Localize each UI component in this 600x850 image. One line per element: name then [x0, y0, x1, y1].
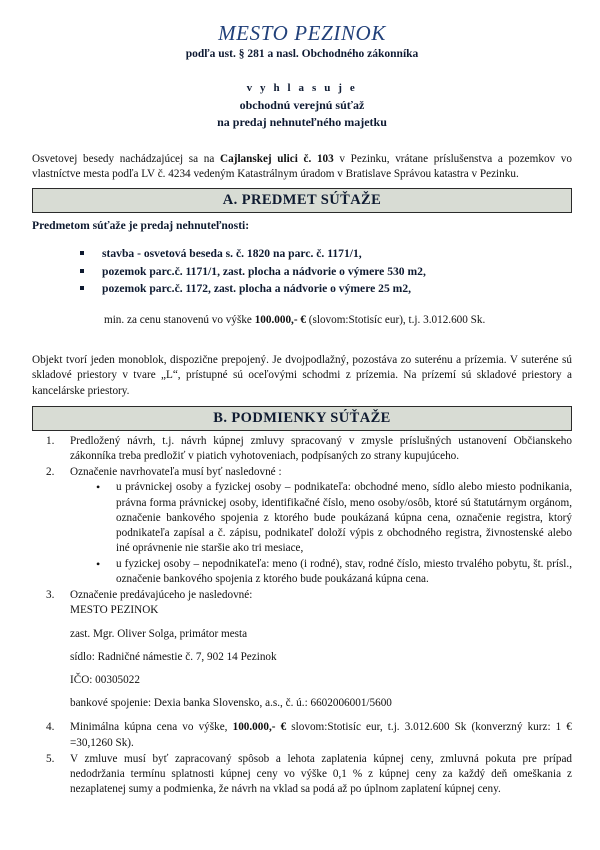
seller-representative: zast. Mgr. Oliver Solga, primátor mesta [70, 627, 248, 640]
seller-details-block [70, 603, 572, 711]
object-description-paragraph: Objekt tvorí jeden monoblok, dispozične prepojený. Je dvojpodlažný, pozostáva zo suterénu a prízemia. V suteréne sú skladové priestory v tvare „L“, prístupné sú oceľovými schodmi z prízemia. Na prízemí sú skladové priestory a kancelárske priestory. [32, 353, 572, 398]
intro-address-bold: Cajlanskej ulici č. 103 [220, 152, 334, 165]
seller-address: sídlo: Radničné námestie č. 7, 902 14 Pezinok [70, 650, 277, 663]
condition-4-prefix: Minimálna kúpna cena vo výške, [70, 721, 233, 734]
section-a-lead: Predmetom súťaže je predaj nehnuteľnosti: [32, 219, 250, 233]
list-item [44, 588, 572, 711]
price-amount: 100.000,- € [254, 314, 306, 327]
legal-basis-subtitle: podľa ust. § 281 a nasl. Obchodného zákonníka [185, 48, 419, 61]
property-items-list [32, 245, 572, 298]
minimum-price-line [32, 313, 572, 329]
section-a-heading-text: A. PREDMET SÚŤAŽE [222, 192, 382, 209]
list-item [44, 720, 572, 750]
masthead [32, 22, 572, 132]
condition-3-lead: Označenie predávajúceho je nasledovné: [70, 589, 253, 602]
list-item: • u právnickej osoby a fyzickej osoby – podnikateľa: obchodné meno, sídlo alebo miesto podnikania, právna forma právnickej osoby, identifikačné číslo, meno osoby/osôb, ktoré sú štatutárnym orgánom, označenie bankového spojenia z ktorého bude poukázaná kúpna cena, označenie registra, ktorý podnikateľa zapísal a č. zápisu, podnikateľ doloží výpis z obchodného registra, živnostenské alebo iné oprávnenie nie staršie ako tri mesiace, [96, 480, 572, 556]
section-a-header [32, 188, 572, 213]
list-item: stavba - osvetová beseda s. č. 1820 na parc. č. 1171/1, [80, 245, 572, 263]
proclamation-block [32, 80, 572, 131]
condition-2-lead: Označenie navrhovateľa musí byť nasledovné : [70, 466, 282, 479]
list-item: • u fyzickej osoby – nepodnikateľa: meno (i rodné), stav, rodné číslo, miesto trvalého pobytu, št. prísl., označenie bankového spojenia z ktorého bude poukázaná kúpna cena. [96, 557, 572, 587]
seller-ico: IČO: 00305022 [70, 674, 140, 687]
proclaim-keyword: v y h l a s u j e [246, 82, 358, 95]
price-prefix: min. za cenu stanovenú vo výške [104, 314, 255, 327]
proclaim-line-2: na predaj nehnuteľného majetku [217, 115, 387, 130]
page-title: MESTO PEZINOK [218, 21, 386, 45]
section-b-header [32, 406, 572, 431]
list-item [44, 752, 572, 798]
seller-bank-account: bankové spojenie: Dexia banka Slovensko, a.s., č. ú.: 6602006001/5600 [70, 697, 392, 710]
seller-name: MESTO PEZINOK [70, 604, 159, 617]
condition-1-text: Predložený návrh, t.j. návrh kúpnej zmluvy spracovaný v zmysle príslušných ustanovení Občianskeho zákonníka treba predložiť v piatich vyhotoveniach, podpísaných zo strany kupujúceho. [70, 434, 572, 462]
condition-4-suffix: slovom:Stotisíc eur, t.j. 3.012.600 Sk (konverzný kurz: 1 € =30,1260 Sk). [70, 721, 572, 749]
intro-text-part-1: Osvetovej besedy nachádzajúcej sa na [32, 152, 221, 165]
price-suffix: (slovom:Stotisíc eur), t.j. 3.012.600 Sk. [305, 314, 486, 327]
intro-paragraph [32, 152, 572, 182]
condition-5-text: V zmluve musí byť zapracovaný spôsob a lehota zaplatenia kúpnej ceny, zmluvná pokuta pre prípad nedodržania termínu splatnosti kúpnej ceny vo výške 0,1 % z kúpnej ceny za každý deň omeškania z nezaplatenej sumy a podmienka, že návrh na vklad sa podá až po úplnom zaplatení kúpnej ceny. [70, 752, 572, 796]
list-item [44, 434, 572, 464]
condition-4-text [70, 720, 572, 750]
list-item [44, 465, 572, 587]
bidder-designation-list [70, 480, 572, 587]
section-b-heading-text: B. PODMIENKY SÚŤAŽE [213, 409, 391, 426]
conditions-list [32, 434, 572, 798]
list-item: pozemok parc.č. 1172, zast. plocha a nádvorie o výmere 25 m2, [80, 280, 572, 298]
intro-text-part-2: v Pezinku, vrátane príslušenstva a pozemkov vo vlastníctve mesta podľa LV č. 4234 vedeným Katastrálnym úradom v Bratislave Správou katastra v Pezinku. [32, 152, 572, 180]
proclaim-line-1: obchodnú verejnú súťaž [239, 97, 365, 112]
condition-4-amount: 100.000,- € [232, 721, 287, 734]
list-item: pozemok parc.č. 1171/1, zast. plocha a nádvorie o výmere 530 m2, [80, 263, 572, 281]
